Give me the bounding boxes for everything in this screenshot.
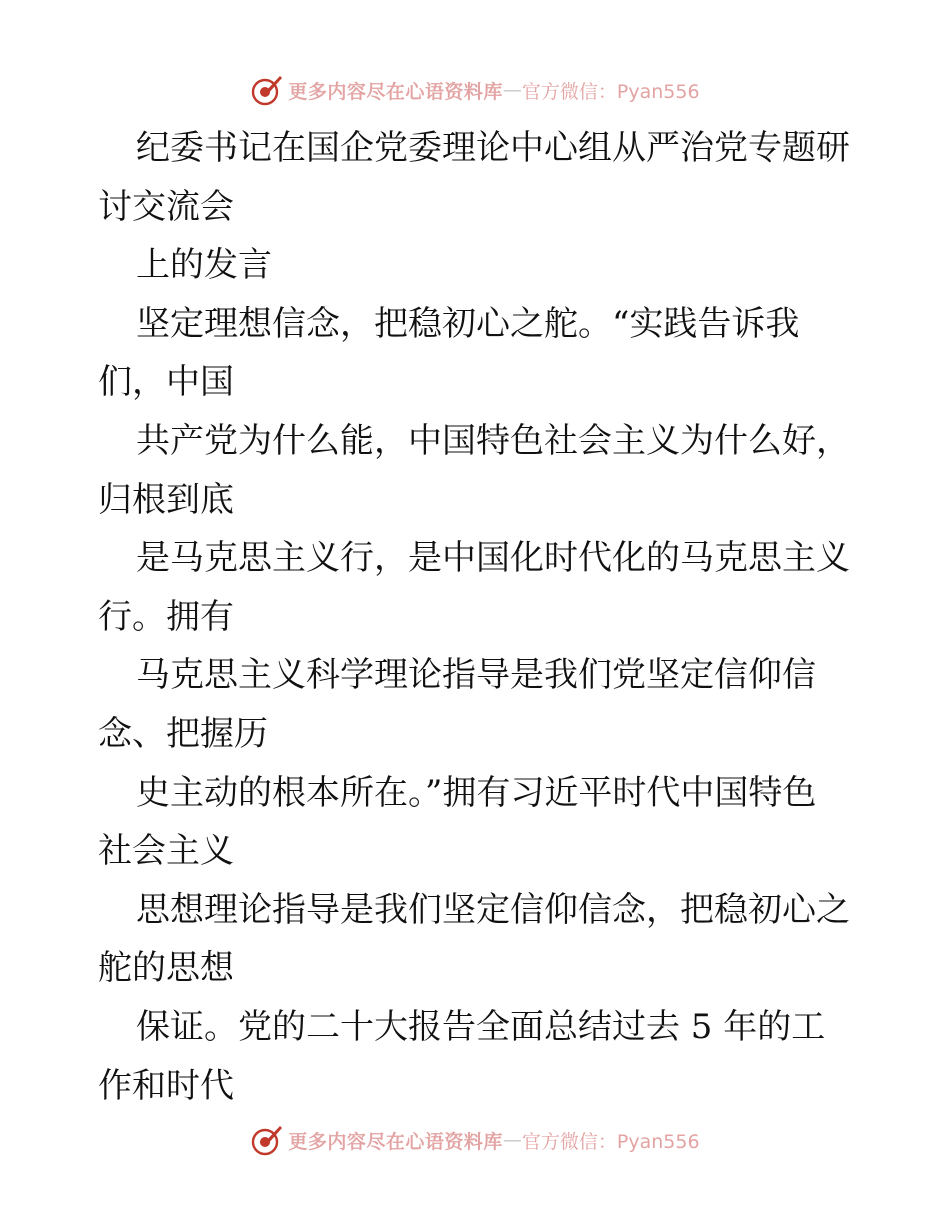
text-line: 念、把握历 [98,713,268,754]
text-line: 上的发言 [136,245,272,286]
watermark-separator: — [502,1129,522,1151]
quill-pen-logo-icon [250,1123,284,1157]
document-body [98,119,858,1115]
watermark-contact: 官方微信：Pyan556 [521,1130,700,1153]
text-line: 作和时代 [98,1065,234,1106]
text-line: 们，中国 [98,362,234,403]
text-line: 共产党为什么能，中国特色社会主义为什么好， [136,420,850,461]
quill-pen-logo-icon [250,73,284,107]
text-line: 史主动的根本所在。”拥有习近平时代中国特色 [136,772,817,813]
text-line: 马克思主义科学理论指导是我们党坚定信仰信 [136,655,816,696]
text-line: 思想理论指导是我们坚定信仰信念，把稳初心之 [136,889,850,930]
text-line: 舵的思想 [98,948,234,989]
text-line: 社会主义 [98,831,234,872]
header-watermark [0,70,950,110]
text-line: 坚定理想信念，把稳初心之舵。“实践告诉我 [136,303,800,344]
text-line: 讨交流会 [98,186,234,227]
footer-watermark [0,1120,950,1160]
watermark-text: 更多内容尽在心语资料库 [288,80,503,103]
text-line: 归根到底 [98,479,234,520]
text-line: 纪委书记在国企党委理论中心组从严治党专题研 [136,128,850,168]
watermark-separator: — [502,79,522,101]
text-line: 保证。党的二十大报告全面总结过去 5 年的工 [136,1006,826,1047]
watermark-contact: 官方微信：Pyan556 [521,80,700,103]
watermark-text: 更多内容尽在心语资料库 [288,1130,503,1153]
text-line: 行。拥有 [98,596,234,637]
text-line: 是马克思主义行，是中国化时代化的马克思主义 [136,538,850,579]
